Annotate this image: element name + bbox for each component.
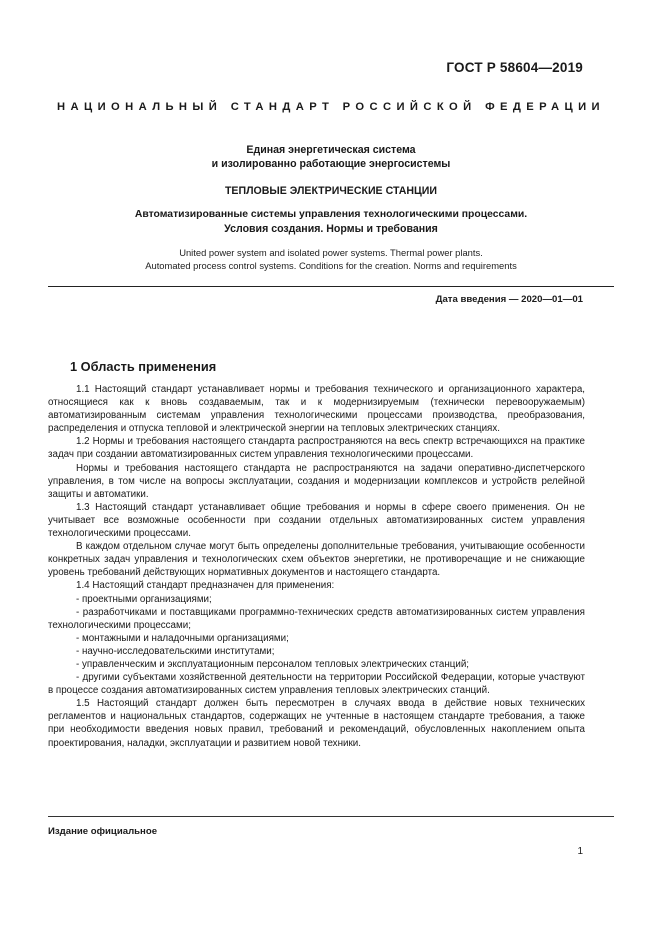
- paragraph: В каждом отдельном случае могут быть определены дополнительные требования, учитывающие особенности конкретных задач управления и технологических схем объектов энергетики, не противоречащие и не снижающие уровень требований действующих нормативных документов и настоящего стандарта.: [48, 541, 585, 579]
- section-body: [48, 383, 585, 750]
- header-divider: [48, 286, 614, 287]
- system-title-line-2: и изолированно работающие энергосистемы: [211, 158, 451, 170]
- paragraph: 1.2 Нормы и требования настоящего стандарта распространяются на весь спектр встречающихся на практике задач при создании автоматизированных систем управления технологическими процессами.: [48, 436, 585, 461]
- list-item: - другими субъектами хозяйственной деятельности на территории Российской Федерации, которые участвуют в процессе создания автоматизированных систем управления тепловых электрических станций.: [48, 672, 585, 697]
- paragraph: 1.4 Настоящий стандарт предназначен для применения:: [76, 580, 335, 592]
- paragraph: 1.1 Настоящий стандарт устанавливает нормы и требования технического и организационного характера, относящиеся как к вновь создаваемым, так и к модернизируемым (технически перевооружаемым) автоматизированным системам управления технологическими процессами производства, преобразования, распределения и отпуска тепловой и электрической энергии на тепловых электрических станциях.: [48, 384, 585, 435]
- footer-divider: [48, 816, 614, 817]
- section-title: 1 Область применения: [70, 359, 217, 374]
- english-title-line-1: United power system and isolated power systems. Thermal power plants.: [179, 247, 483, 258]
- english-title-line-2: Automated process control systems. Conditions for the creation. Norms and requirements: [145, 260, 517, 271]
- list-item: - монтажными и наладочными организациями;: [76, 632, 289, 644]
- page-number: 1: [577, 846, 583, 857]
- official-edition-label: Издание официальное: [48, 826, 158, 837]
- subtitle-line-2: Условия создания. Нормы и требования: [224, 223, 438, 235]
- list-item: - управленческим и эксплуатационным персоналом тепловых электрических станций;: [76, 658, 470, 670]
- paragraph: 1.5 Настоящий стандарт должен быть пересмотрен в случаях ввода в действие новых технических регламентов и национальных стандартов, содержащих не учтенные в настоящем стандарте требования, а также при необходимости введения новых правил, требований и рекомендаций, обусловленных накоплением опыта проектирования, наладки, эксплуатации и развитием новой техники.: [48, 698, 585, 749]
- paragraph: 1.3 Настоящий стандарт устанавливает общие требования и нормы в сфере своего применения. Он не учитывает все возможные особенности при создании отдельных автоматизированных систем управления технологическими процессами.: [48, 501, 585, 540]
- list-item: - научно-исследовательскими институтами;: [76, 645, 275, 657]
- gost-code: ГОСТ Р 58604—2019: [446, 60, 583, 75]
- subtitle-line-1: Автоматизированные системы управления технологическими процессами.: [134, 209, 528, 220]
- system-title-line-1: Единая энергетическая система: [246, 144, 416, 156]
- subject-title: ТЕПЛОВЫЕ ЭЛЕКТРИЧЕСКИЕ СТАНЦИИ: [224, 185, 438, 197]
- introduction-date: Дата введения — 2020—01—01: [435, 294, 583, 305]
- list-item: - разработчиками и поставщиками программно-технических средств автоматизированных систем управления технологическими процессами;: [48, 606, 585, 631]
- list-item: - проектными организациями;: [76, 593, 212, 605]
- national-standard-heading: НАЦИОНАЛЬНЫЙ СТАНДАРТ РОССИЙСКОЙ ФЕДЕРАЦИИ: [57, 101, 605, 113]
- paragraph: Нормы и требования настоящего стандарта не распространяются на задачи оперативно-диспетчерского управления, в том числе на вопросы эксплуатации, создания и модернизации комплексов и устройств релейной защиты и автоматики.: [48, 462, 585, 500]
- title-block: [48, 143, 614, 272]
